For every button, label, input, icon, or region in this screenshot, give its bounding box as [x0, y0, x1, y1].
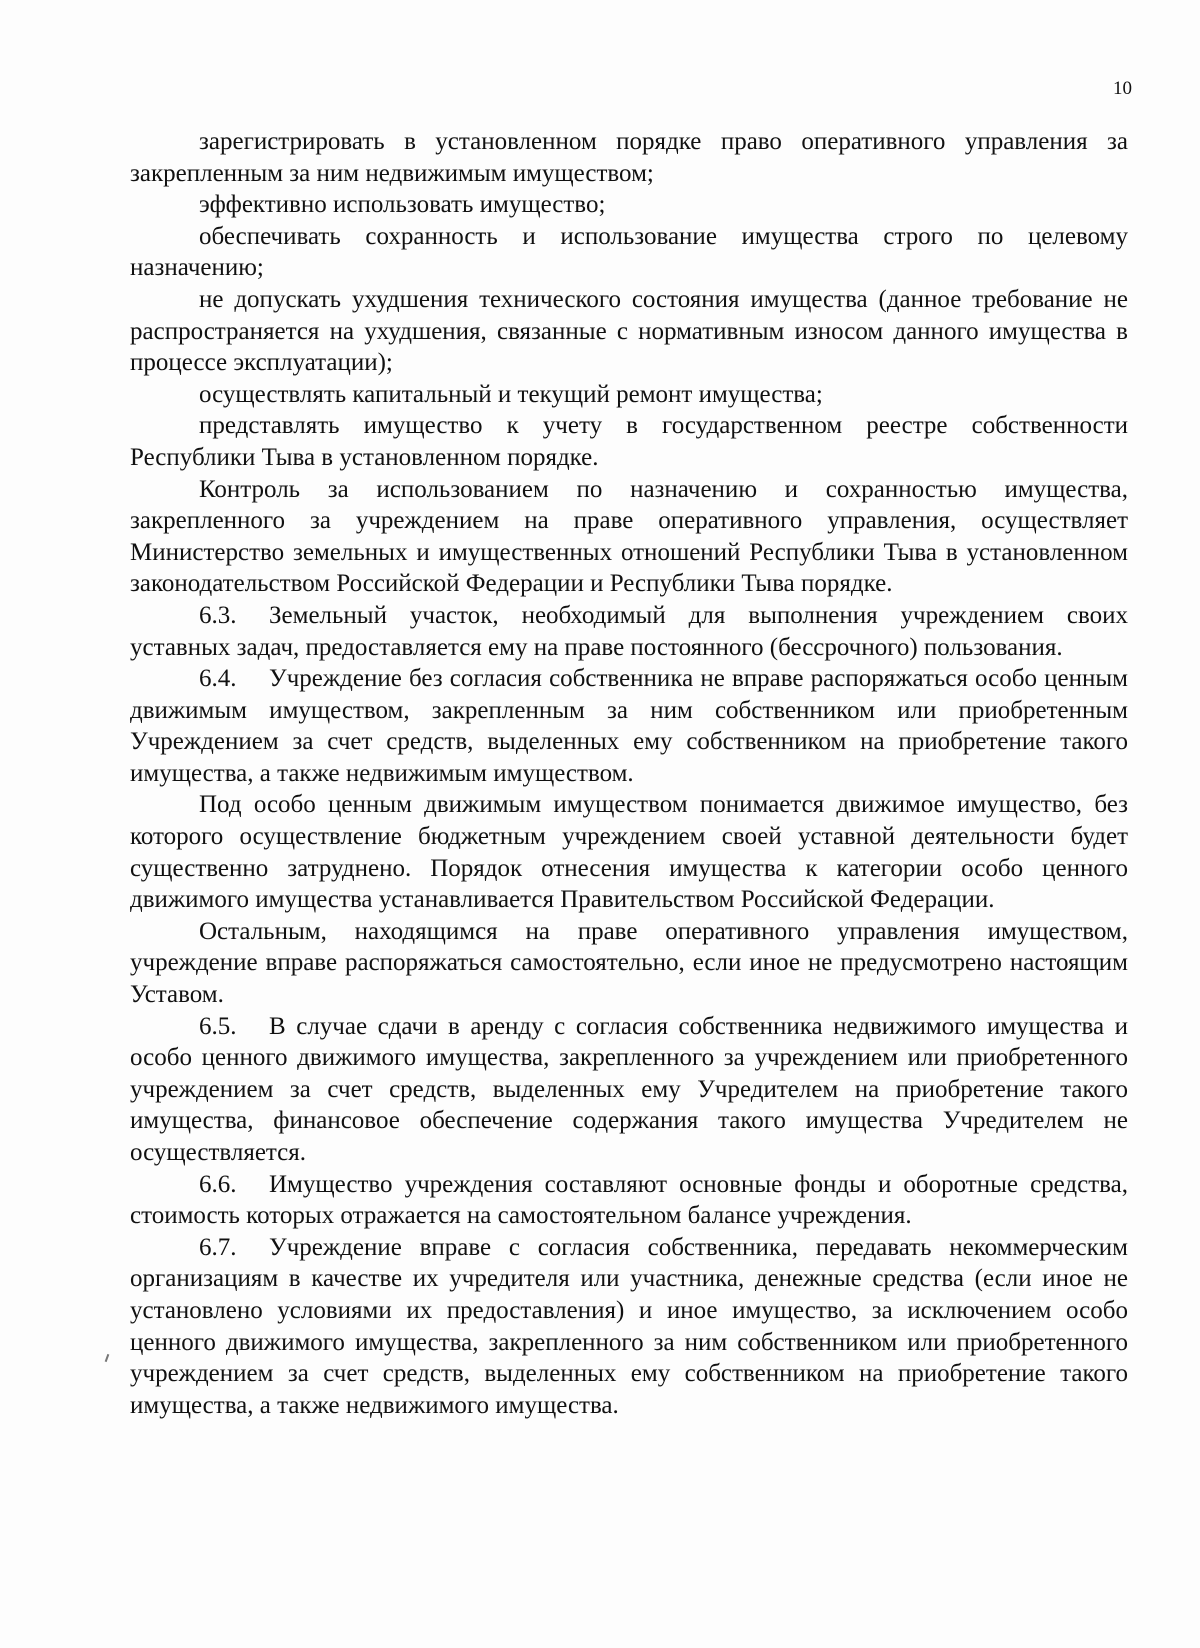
scan-speck — [105, 1354, 110, 1362]
clause-number: 6.7. — [199, 1233, 237, 1261]
clause-6-3: 6.3. Земельный участок, необходимый для выполнения учреждением своих уставных задач, предоставляется ему на праве постоянного (бессрочного) пользования. — [130, 601, 1128, 661]
paragraph: осуществлять капитальный и текущий ремонт имущества; — [199, 380, 823, 408]
paragraph: Под особо ценным движимым имуществом понимается движимое имущество, без которого осуществление бюджетным учреждением своей уставной деятельности будет существенно затруднено. Порядок отнесения имущества к категории особо ценного движимого имущества устанавливается Правительством Российской Федерации. — [130, 791, 1128, 914]
clause-6-5: 6.5. В случае сдачи в аренду с согласия собственника недвижимого имущества и особо ценного движимого имущества, закрепленного за учреждением или приобретенного учреждением за счет средств, выделенных ему Учредителем на приобретение такого имущества, финансовое обеспечение содержания такого имущества Учредителем не осуществляется. — [130, 1012, 1128, 1166]
page-number: 10 — [1113, 78, 1132, 99]
clause-number: 6.6. — [199, 1170, 237, 1198]
paragraph: Остальным, находящимся на праве оперативного управления имуществом, учреждение вправе распоряжаться самостоятельно, если иное не предусмотрено настоящим Уставом. — [130, 917, 1128, 1009]
document-body — [130, 126, 1128, 1421]
paragraph: эффективно использовать имущество; — [199, 191, 606, 219]
clause-6-6: 6.6. Имущество учреждения составляют основные фонды и оборотные средства, стоимость которых отражается на самостоятельном балансе учреждения. — [130, 1170, 1128, 1230]
clause-number: 6.3. — [199, 601, 237, 629]
clause-number: 6.5. — [199, 1012, 237, 1040]
clause-number: 6.4. — [199, 665, 237, 693]
paragraph: обеспечивать сохранность и использование имущества строго по целевому назначению; — [130, 222, 1128, 282]
paragraph: не допускать ухудшения технического состояния имущества (данное требование не распространяется на ухудшения, связанные с нормативным износом данного имущества в процессе эксплуатации); — [130, 285, 1128, 377]
paragraph: Контроль за использованием по назначению и сохранностью имущества, закрепленного за учреждением на праве оперативного управления, осуществляет Министерство земельных и имущественных отношений Республики Тыва в установленном законодательством Российской Федерации и Республики Тыва порядке. — [130, 475, 1128, 598]
paragraph: зарегистрировать в установленном порядке право оперативного управления за закрепленным за ним недвижимым имуществом; — [130, 128, 1128, 187]
clause-6-4: 6.4. Учреждение без согласия собственника не вправе распоряжаться особо ценным движимым имуществом, закрепленным за ним собственником или приобретенным Учреждением за счет средств, выделенных ему собственником на приобретение такого имущества, а также недвижимым имуществом. — [130, 665, 1128, 787]
clause-6-7: 6.7. Учреждение вправе с согласия собственника, передавать некоммерческим организациям в качестве их учредителя или участника, денежные средства (если иное не установлено условиями их предоставления) и иное имущество, за исключением особо ценного движимого имущества, закрепленного за ним собственником или приобретенного учреждением за счет средств, выделенных ему собственником на приобретение такого имущества, а также недвижимого имущества. — [130, 1233, 1128, 1419]
paragraph: представлять имущество к учету в государственном реестре собственности Республики Тыва в установленном порядке. — [130, 412, 1128, 471]
